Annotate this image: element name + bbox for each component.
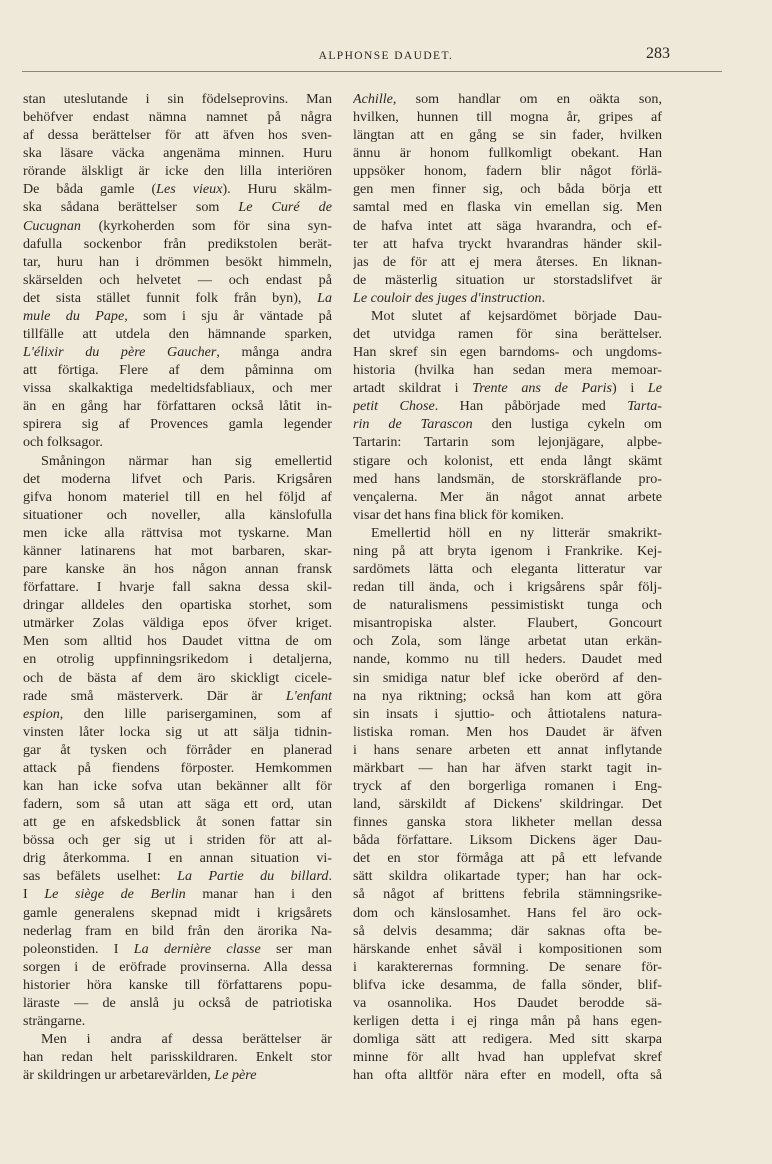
text-line: dafulla sockenbor från predikstolen berät- <box>23 235 332 252</box>
text-line: jas de för att ej mera återses. En liknan- <box>353 253 662 270</box>
text-line: attack på fiendens förposter. Hemkommen <box>23 759 332 776</box>
text-line: va osannolika. Hos Daudet berodde sä- <box>353 994 662 1011</box>
text-line: De båda gamle (Les vieux). Huru skälm- <box>23 181 332 198</box>
text-line: dom och känslosamhet. Hans fel äro ock- <box>353 904 662 921</box>
text-line: espion, den lille parisergaminen, som af <box>23 705 332 722</box>
text-line: L'élixir du père Gaucher, många andra <box>23 344 332 361</box>
text-line: kan han icke sofva utan bekänner allt för <box>23 777 332 794</box>
text-line: Le couloir des juges d'instruction. <box>353 289 546 306</box>
text-line: och Zola, som länge arbetat utan erkän- <box>353 633 662 650</box>
header-rule <box>22 71 722 72</box>
text-line: rade små mästerverk. Där är L'enfant <box>23 687 332 704</box>
text-line: är skildringen ur arbetarevärlden, Le père <box>23 1067 257 1084</box>
text-line: vinsten låter locka sig ut att sälja tidnin- <box>23 723 332 740</box>
text-line: läraste — de anslå ju också de patriotiska <box>23 994 332 1011</box>
text-line: de naturalismens pessimistiskt tunga och <box>353 597 662 614</box>
text-line: mule du Pape, som i sju år väntade på <box>23 307 332 324</box>
text-line: Men i andra af dessa berättelser är <box>41 1031 332 1048</box>
text-line: en otrolig uppfinningsrikedom i detaljerna, <box>23 651 332 668</box>
text-line: författare. I hvarje fall sakna dessa skil- <box>23 579 332 596</box>
text-line: tillfälle att utdela den hämnande sparken, <box>23 326 332 343</box>
text-line: Tartarin: Tartarin som lejonjägare, alpbe- <box>353 434 662 451</box>
text-line: det moderna lifvet och Paris. Krigsåren <box>23 470 332 487</box>
text-line: na nya riktning; också han kom att göra <box>353 687 662 704</box>
text-line: Emellertid höll en ny litterär smakrikt- <box>371 524 662 541</box>
text-line: gamle generalens skepnad midt i krigsårets <box>23 904 332 921</box>
text-line: bössa och ger sig ut i striden för att al- <box>23 832 332 849</box>
text-line: än en gång har författaren också låtit in- <box>23 398 332 415</box>
text-line: i karakterernas formning. De senare för- <box>353 958 662 975</box>
text-line: och de bästa af dem äro skickligt cicele- <box>23 669 332 686</box>
text-line: gar åt tysken och förråder en planerad <box>23 741 332 758</box>
text-line: I Le siège de Berlin manar han i den <box>23 886 332 903</box>
text-line: sas befälets uselhet: La Partie du billard. <box>23 868 332 885</box>
text-line: med hans landsmän, de storskräflande pro- <box>353 470 662 487</box>
text-line: båda författare. Liksom Dickens äger Dau- <box>353 832 662 849</box>
text-line: att ge en afskedsblick åt sonen fattar sin <box>23 814 332 831</box>
text-line: af dessa berättelser för att äfven hos sven- <box>23 127 332 144</box>
text-line: Men som alltid hos Daudet vittna de om <box>23 633 332 650</box>
text-line: sin insats i sjuttio- och åttiotalens natura- <box>353 705 662 722</box>
text-line: dringar alldeles den opartiska storhet, som <box>23 597 332 614</box>
text-line: Cucugnan (kyrkoherden som för sina syn- <box>23 217 332 234</box>
text-line: visar det hans fina blick för komiken. <box>353 506 564 523</box>
text-line: hvilken, hunnen till mogna år, gripes af <box>353 109 662 126</box>
text-line: men icke alla rättvisa mot tyskarne. Man <box>23 524 332 541</box>
text-line: utmärker Zolas väldiga epos öfver kriget. <box>23 615 332 632</box>
text-line: det utvidga ramen för sina berättelser. <box>353 326 662 343</box>
text-line: härskande enhet såväl i kompositionen som <box>353 940 662 957</box>
text-line: sorgen i de eröfrade provinserna. Alla dessa <box>23 958 332 975</box>
text-line: finnes ganska stora likheter mellan dessa <box>353 814 662 831</box>
text-line: redan till ända, och i krigsårens spår följ- <box>353 579 662 596</box>
text-line: samtal med en flaska vin emellan sig. Men <box>353 199 662 216</box>
text-line: historia (hvilka han sedan mera memoar- <box>353 362 662 379</box>
text-line: att förtiga. Flere af dem påminna om <box>23 362 332 379</box>
text-line: längtan att en gång se sin fader, hvilken <box>353 127 662 144</box>
text-line: ska sådana berättelser som Le Curé de <box>23 199 332 216</box>
text-line: misantropiska alster. Flaubert, Goncourt <box>353 615 662 632</box>
text-line: situationer och noveller, alla känslofulla <box>23 506 332 523</box>
text-line: rörande älskligt är icke den lilla interiören <box>23 163 332 180</box>
text-line: Han skref sin egen barndoms- och ungdoms- <box>353 344 662 361</box>
text-line: känner latinarens hat mot barbaren, skar- <box>23 542 332 559</box>
running-title: ALPHONSE DAUDET. <box>318 50 454 62</box>
text-line: sin smidiga natur blef icke oberörd af den- <box>353 669 662 686</box>
text-line: blifva icke desamma, de falla sönder, blif- <box>353 976 662 993</box>
text-line: märkbart — han har äfven starkt tagit in- <box>353 759 662 776</box>
text-line: nederlag fram en bild från den ärorika Na- <box>23 922 332 939</box>
text-line: så delvis desamma; där saknas ofta be- <box>353 922 662 939</box>
text-line: ter att hafva tryckt hvarandras händer skil- <box>353 235 662 252</box>
text-line: drig återkomma. I en annan situation vi- <box>23 850 332 867</box>
text-line: minne för allt hvad han upplefvat skref <box>353 1049 662 1066</box>
text-line: uppsöker honom, fadern blir något förlä- <box>353 163 662 180</box>
text-line: pare kanske än hos någon annan fransk <box>23 561 332 578</box>
text-line: poleonstiden. I La dernière classe ser man <box>23 940 332 957</box>
text-line: han redan helt parisskildraren. Enkelt stor <box>23 1049 332 1066</box>
text-line: rin de Tarascon den lustiga cykeln om <box>353 416 662 433</box>
text-column-right <box>353 90 662 1084</box>
text-line: de hafva intet att säga hvarandra, och ef- <box>353 217 662 234</box>
text-line: stigare och kolonist, ett enda långt skämt <box>353 452 662 469</box>
text-line: de mästerlig situation ur storstadslifvet är <box>353 271 662 288</box>
text-line: historier höra kanske till författarens popu- <box>23 976 332 993</box>
text-column-left <box>23 90 332 1084</box>
text-line: gifva honom materiel till en hel följd af <box>23 488 332 505</box>
text-line: sätt skildra olikartade typer; han har ock- <box>353 868 662 885</box>
text-line: fadern, som så utan att säga ett ord, utan <box>23 796 332 813</box>
text-line: land, särskildt af Dickens' skildringar. Det <box>353 796 662 813</box>
text-line: nande, kommo nu till heders. Daudet med <box>353 651 662 668</box>
text-line: spirera sig af Provences gamla legender <box>23 416 332 433</box>
text-line: vissa skalkaktiga medeltidsfabliaux, och mer <box>23 380 332 397</box>
text-line: ning på att bryta igenom i Frankrike. Kej- <box>353 542 662 559</box>
text-line: Mot slutet af kejsardömet började Dau- <box>371 307 662 324</box>
text-line: sardömets lätta och eleganta litteratur var <box>353 561 662 578</box>
text-line: Achille, som handlar om en oäkta son, <box>353 91 662 107</box>
text-line: gen men finner sig, och båda börja ett <box>353 181 662 198</box>
text-line: petit Chose. Han påbörjade med Tarta- <box>353 398 662 415</box>
text-line: listiska roman. Men hos Daudet är äfven <box>353 723 662 740</box>
text-line: det sista stället funnit folk från byn), La <box>23 289 332 306</box>
text-line: ska läsare väcka angenäma minnen. Huru <box>23 145 332 162</box>
text-line: och folksagor. <box>23 434 103 451</box>
text-line: artadt skildrat i Trente ans de Paris) i Le <box>353 380 662 397</box>
text-line: skärselden och helvetet — och endast på <box>23 271 332 288</box>
text-line: domliga sätt att redigera. Med sitt skarpa <box>353 1031 662 1048</box>
page-number: 283 <box>646 45 670 62</box>
text-line: det en stor förmåga att på ett lefvande <box>353 850 662 867</box>
text-line: så något af brittens febrila stämningsrike- <box>353 886 662 903</box>
text-line: i hans senare arbeten ett annat inflytande <box>353 741 662 758</box>
text-line: vençalerna. Mer än något annat arbete <box>353 488 662 505</box>
text-line: han ofta alltför nära efter en modell, ofta så <box>353 1067 662 1084</box>
text-line: Småningon närmar han sig emellertid <box>41 452 332 469</box>
text-line: tryck af den borgerliga romanen i Eng- <box>353 777 662 794</box>
text-line: strängarne. <box>23 1012 86 1029</box>
text-line: behöfver endast nämna namnet på några <box>23 109 332 126</box>
text-line: tar, huru han i drömmen besökt himmeln, <box>23 253 332 270</box>
text-line: kerligen detta i ej ringa mån på hans egen- <box>353 1012 662 1029</box>
text-line: stan uteslutande i sin födelseprovins. Man <box>23 91 332 107</box>
text-line: ännu är honom fullkomligt obekant. Han <box>353 145 662 162</box>
